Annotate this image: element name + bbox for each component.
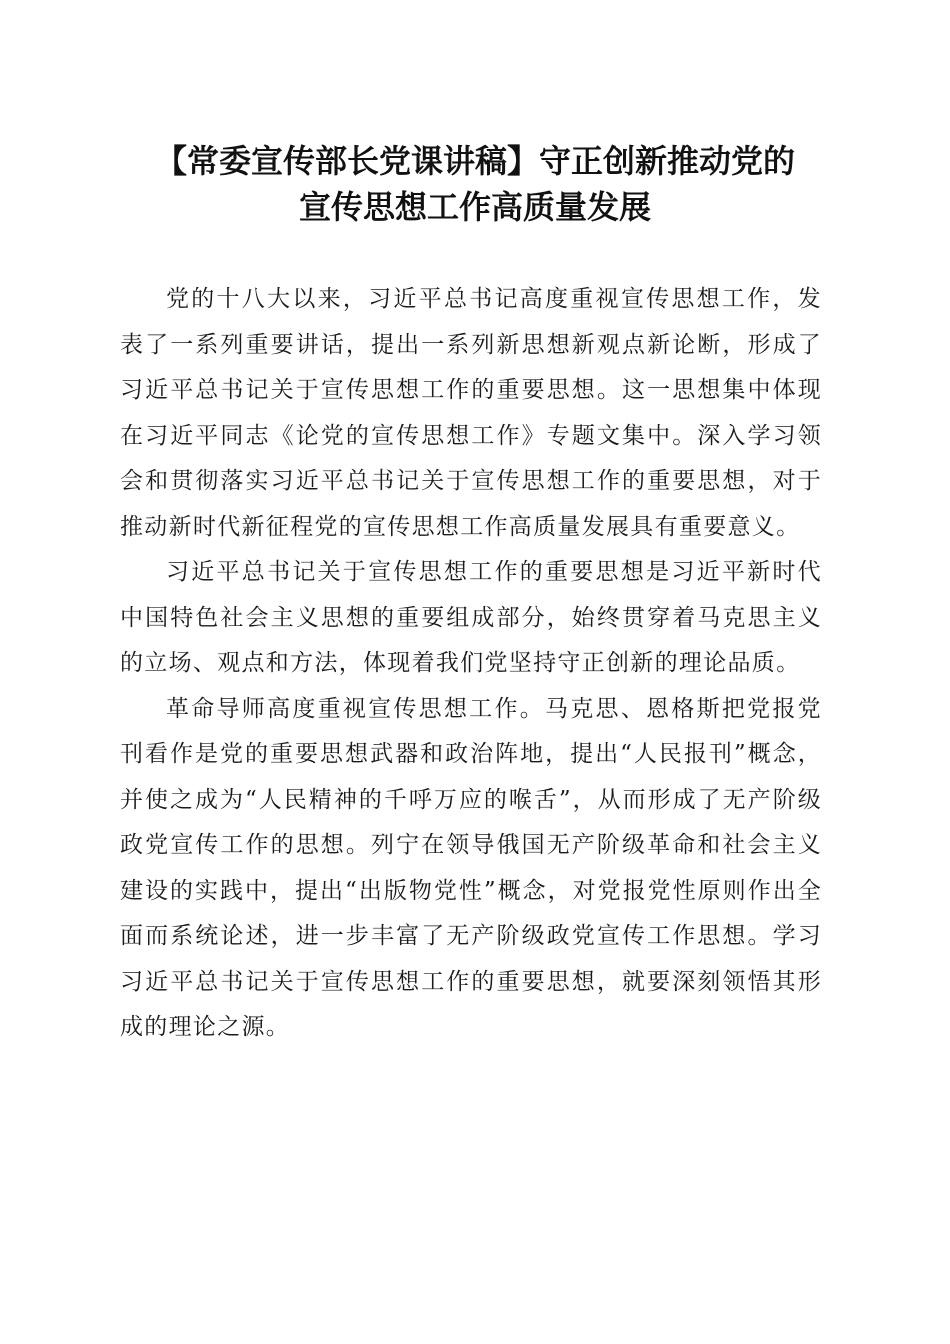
paragraph-1: 党的十八大以来，习近平总书记高度重视宣传思想工作，发表了一系列重要讲话，提出一系列新思想新观点新论断，形成了习近平总书记关于宣传思想工作的重要思想。这一思想集中体现在习近平同志《论党的宣传思想工作》专题文集中。深入学习领会和贯彻落实习近平总书记关于宣传思想工作的重要思想，对于推动新时代新征程党的宣传思想工作高质量发展具有重要意义。 bbox=[120, 286, 822, 540]
paragraph-2: 习近平总书记关于宣传思想工作的重要思想是习近平新时代中国特色社会主义思想的重要组成部分，始终贯穿着马克思主义的立场、观点和方法，体现着我们党坚持守正创新的理论品质。 bbox=[120, 559, 822, 676]
document-title bbox=[90, 138, 860, 230]
title-line-2: 宣传思想工作高质量发展 bbox=[298, 188, 651, 226]
paragraph-3: 革命导师高度重视宣传思想工作。马克思、恩格斯把党报党刊看作是党的重要思想武器和政治阵地，提出“人民报刊”概念，并使之成为“人民精神的千呼万应的喉舌”，从而形成了无产阶级政党宣传工作的思想。列宁在领导俄国无产阶级革命和社会主义建设的实践中，提出“出版物党性”概念，对党报党性原则作出全面而系统论述，进一步丰富了无产阶级政党宣传工作思想。学习习近平总书记关于宣传思想工作的重要思想，就要深刻领悟其形成的理论之源。 bbox=[120, 695, 822, 1040]
document-body bbox=[120, 277, 822, 1051]
title-line-1: 【常委宣传部长党课讲稿】守正创新推动党的 bbox=[154, 142, 795, 180]
